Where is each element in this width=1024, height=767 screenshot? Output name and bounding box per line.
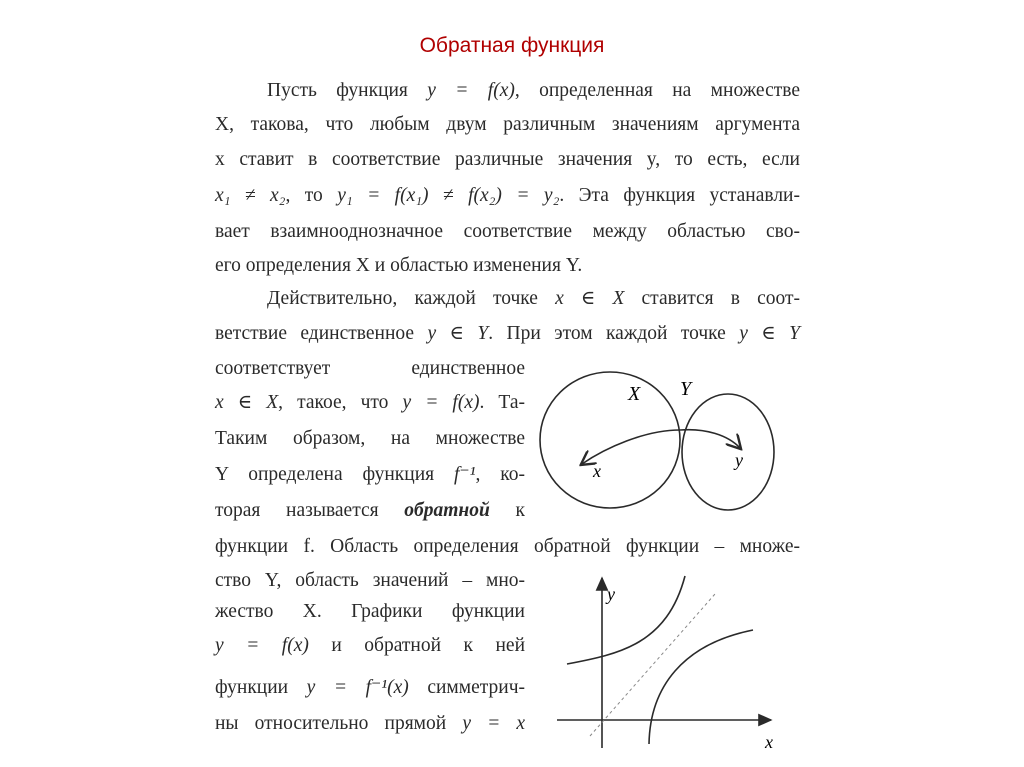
formula: y ∈ Y — [739, 323, 801, 344]
formula: x ∈ X — [215, 392, 279, 413]
p2-text: , такое, что — [278, 392, 389, 413]
p2-text: Действительно, каждой точке — [267, 288, 538, 309]
p2-text: ветствие единственное — [215, 323, 415, 344]
mapping-arrow-to-y — [680, 430, 740, 448]
label-point-x: x — [593, 461, 601, 481]
formula: y = x — [462, 713, 525, 734]
label-point-y: y — [735, 450, 743, 470]
formula: x₁ ≠ x₂ — [215, 185, 286, 206]
p2-line-13 — [215, 712, 525, 736]
p1-text: . Эта функция устанавли- — [559, 185, 800, 206]
p1-line-4 — [215, 184, 800, 208]
formula: y = f(x) — [402, 392, 480, 413]
mapping-diagram — [530, 360, 790, 520]
p1-line-2: X, такова, что любым двум различным значениям аргумента — [215, 114, 800, 135]
curve-f-inverse — [649, 630, 753, 744]
p2-line-10: жество X. Графики функции — [215, 601, 525, 622]
formula: x ∈ X — [555, 288, 625, 309]
p1-text: , определенная на множестве — [514, 80, 801, 101]
p2-line-11 — [215, 634, 525, 658]
p2-text: Y определена функция — [215, 464, 435, 485]
term-inverse: обратной — [404, 500, 490, 521]
formula: f⁻¹ — [453, 464, 476, 485]
p2-line-2 — [215, 322, 800, 346]
formula: y = f(x) — [427, 80, 515, 101]
p2-line-1 — [215, 287, 800, 311]
p2-line-4 — [215, 391, 525, 415]
p2-text: функции — [215, 677, 289, 698]
formula: y = f⁻¹(x) — [306, 677, 409, 698]
p2-text: . Та- — [479, 392, 526, 413]
curve-f — [567, 576, 685, 664]
formula: y = f(x) — [215, 635, 309, 656]
axis-label-x: x — [765, 732, 773, 752]
p2-text: . При этом каждой точке — [488, 323, 726, 344]
p2-line-8: функции f. Область определения обратной функции – множе- — [215, 536, 800, 557]
p2-line-12 — [215, 676, 525, 700]
p2-text: симметрич- — [427, 677, 525, 698]
p2-text: ны относительно прямой — [215, 713, 447, 734]
formula: y₁ = f(x₁) ≠ f(x₂) = y₂ — [337, 185, 560, 206]
p2-line-7 — [215, 499, 525, 523]
set-y-ellipse — [682, 394, 774, 510]
p2-line-9: ство Y, область значений – мно- — [215, 570, 525, 591]
p2-text: , ко- — [475, 464, 525, 485]
p1-line-6: его определения X и областью изменения Y. — [215, 255, 583, 276]
p2-text: и обратной к ней — [331, 635, 526, 656]
page-title: Обратная функция — [419, 34, 605, 57]
p2-line-3: соответствует единственное — [215, 358, 525, 379]
p2-text: торая называется — [215, 500, 379, 521]
p2-text: к — [515, 500, 526, 521]
formula: y ∈ Y — [427, 323, 489, 344]
p2-line-6 — [215, 463, 525, 487]
p1-text: Пусть функция — [267, 80, 408, 101]
p1-line-5: вает взаимнооднозначное соответствие между областью сво- — [215, 221, 800, 242]
p2-text: ставится в соот- — [641, 288, 801, 309]
label-set-y: Y — [680, 378, 692, 400]
function-graph — [555, 572, 785, 754]
p2-line-5: Таким образом, на множестве — [215, 428, 525, 449]
set-x-ellipse — [540, 372, 680, 508]
axis-label-y: y — [607, 584, 615, 604]
label-set-x: X — [628, 383, 641, 405]
p1-line-1 — [215, 79, 800, 103]
p1-line-3: x ставит в соответствие различные значения y, то есть, если — [215, 149, 800, 170]
mapping-arrow-to-x — [582, 430, 680, 464]
p1-text: , то — [285, 185, 323, 206]
